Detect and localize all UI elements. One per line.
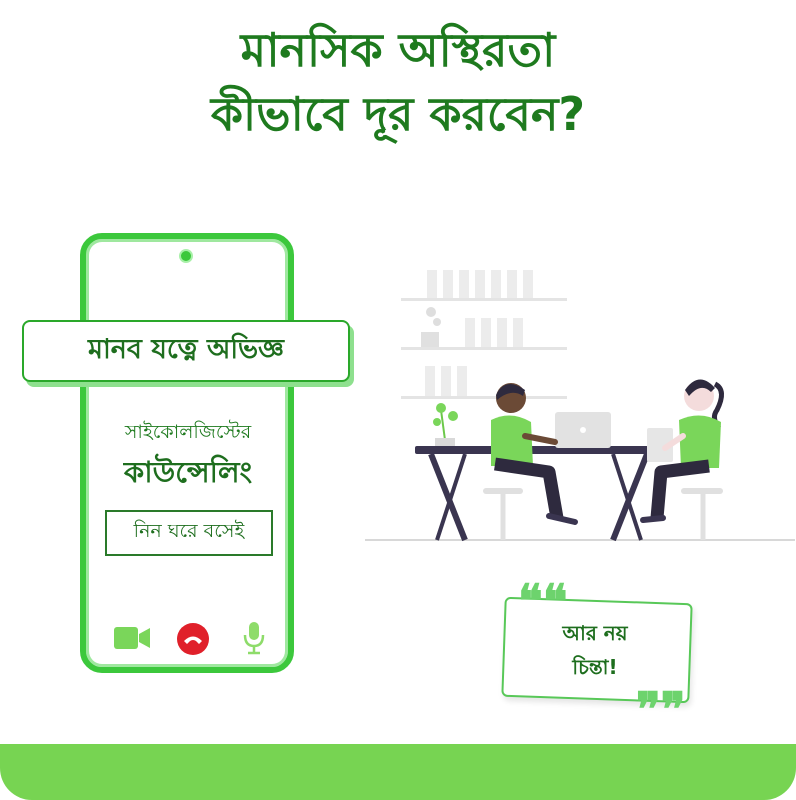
counseling-illustration [365, 250, 795, 550]
person-left [483, 383, 575, 540]
table [415, 446, 663, 540]
shelves [401, 270, 567, 399]
quote-line-1: আর নয় [562, 621, 628, 645]
headline [0, 18, 796, 146]
microphone-icon[interactable] [242, 620, 266, 656]
open-quote-icon: ❝❝ [518, 574, 568, 628]
headline-line-2: কীভাবে দূর করবেন? [210, 87, 586, 141]
person-right [643, 379, 723, 540]
laptop [555, 412, 611, 448]
close-quote-icon: ❞❞ [636, 682, 686, 736]
bottom-band [0, 744, 796, 800]
book-at-home-button[interactable]: নিন ঘরে বসেই [105, 510, 273, 556]
ribbon-banner: মানব যত্নে অভিজ্ঞ [22, 320, 350, 382]
quote-text [530, 616, 660, 684]
end-call-icon[interactable] [176, 622, 210, 656]
headline-line-1: মানসিক অস্থিরতা [240, 23, 556, 77]
plant [433, 403, 458, 448]
front-camera-icon [179, 249, 193, 263]
service-subtitle: সাইকোলজিস্টের [124, 421, 252, 443]
video-camera-icon[interactable] [113, 624, 151, 652]
quote-line-2: চিন্তা! [572, 655, 618, 679]
service-title: কাউন্সেলিং [123, 455, 253, 489]
